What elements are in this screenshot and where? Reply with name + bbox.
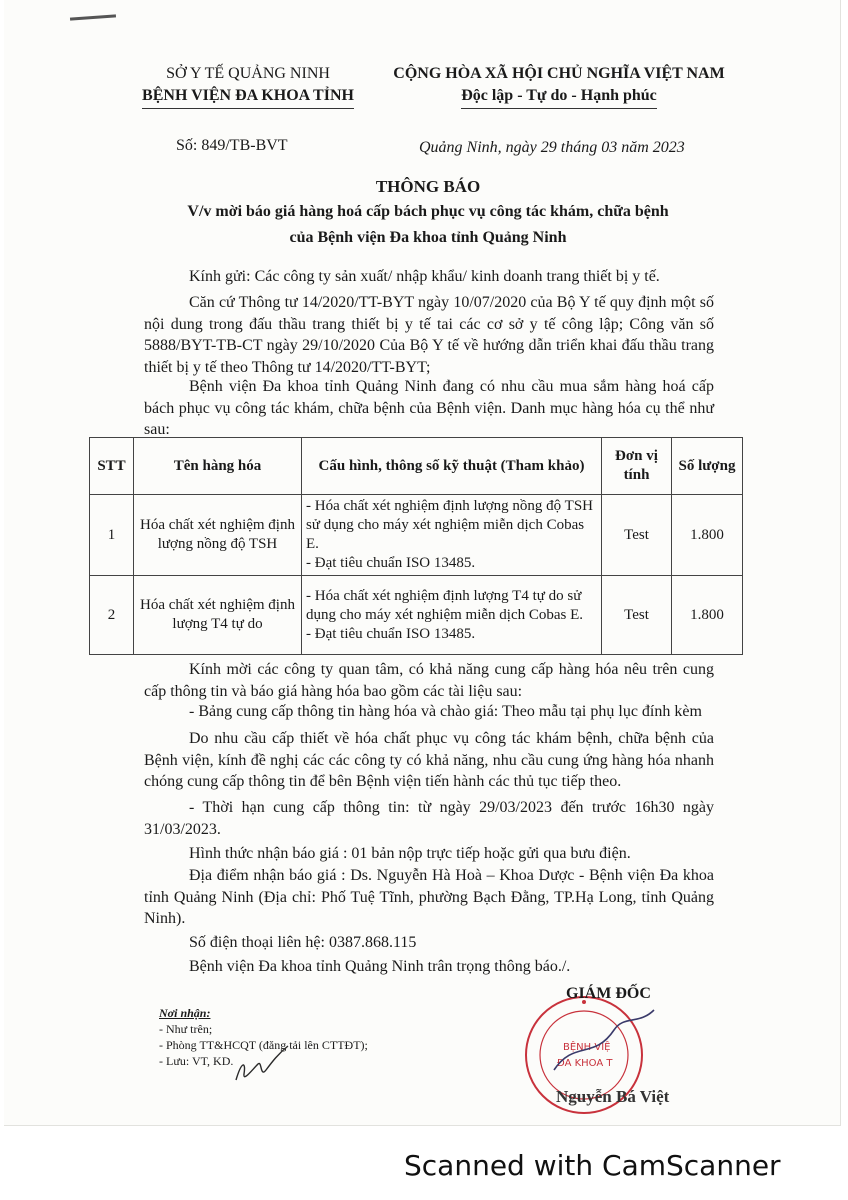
table-header-row [90, 438, 743, 495]
spec-line: - Đạt tiêu chuẩn ISO 13485. [306, 555, 476, 571]
issuer-hospital: BỆNH VIỆN ĐA KHOA TỈNH [142, 85, 354, 109]
submission-location [144, 865, 714, 930]
national-header [364, 63, 754, 109]
urgency-text: Do nhu cầu cấp thiết về hóa chất phục vụ công tác khám bệnh, chữa bệnh của Bệnh viện, kính đề nghị các các công ty có khả năng, nhu cầu cung ứng hàng hóa nhanh chóng cung cấp thông tin để bên Bệnh viện tiến hành các thủ tục tiếp theo. [144, 730, 714, 790]
cell-unit: Test [602, 495, 672, 576]
contact-phone [144, 932, 714, 954]
scan-mark [70, 14, 116, 20]
submission-method-text: Hình thức nhận báo giá : 01 bản nộp trực tiếp hoặc gửi qua bưu điện. [189, 845, 631, 862]
submission-location-text: Địa điểm nhận báo giá : Ds. Nguyễn Hà Hoà – Khoa Dược - Bệnh viện Đa khoa tỉnh Quảng Ninh (Địa chỉ: Phố Tuệ Tĩnh, phường Bạch Đằng, TP.Hạ Long, tỉnh Quảng Ninh). [144, 867, 714, 927]
purchase-need [144, 376, 714, 441]
legal-basis-text: Căn cứ Thông tư 14/2020/TT-BYT ngày 10/07/2020 của Bộ Y tế quy định một số nội dung trong đấu thầu trang thiết bị y tế tai các cơ sở y tế công lập; Công văn số 5888/BYT-TB-CT ngày 29/10/2020 Của Bộ Y tế về hướng dẫn triển khai đấu thầu trang thiết bị y tế theo Thông tư 14/2020/TT-BYT; [144, 294, 714, 376]
recipient-item: - Phòng TT&HCQT (đăng tải lên CTTĐT); [159, 1038, 368, 1052]
document-title: THÔNG BÁO [375, 177, 481, 196]
signer-title: GIÁM ĐỐC [566, 985, 651, 1002]
invitation-text: Kính mời các công ty quan tâm, có khả năng cung cấp hàng hóa nêu trên cung cấp thông tin và báo giá hàng hóa bao gồm các tài liệu sau: [144, 661, 714, 700]
initials-scribble [232, 1040, 292, 1088]
scanner-watermark: Scanned with CamScanner [404, 1149, 781, 1182]
issuer-header [108, 63, 388, 109]
spec-line: - Đạt tiêu chuẩn ISO 13485. [306, 625, 476, 642]
document-number: Số: 849/TB-BVT [176, 137, 288, 154]
document-date: Quảng Ninh, ngày 29 tháng 03 năm 2023 [419, 139, 685, 156]
spec-line: - Hóa chất xét nghiệm định lượng nồng độ TSH sử dụng cho máy xét nghiệm miễn dịch Cobas E. [306, 498, 593, 552]
table-row [90, 495, 743, 576]
urgency-note [144, 728, 714, 793]
cell-spec [302, 495, 602, 576]
recipient-text: Kính gửi: Các công ty sản xuất/ nhập khẩu/ kinh doanh trang thiết bị y tế. [189, 268, 660, 285]
recipient-line [144, 266, 714, 288]
recipient-item: - Như trên; [159, 1022, 213, 1036]
submission-method [144, 843, 714, 865]
cell-name: Hóa chất xét nghiệm định lượng nồng độ TSH [134, 495, 302, 576]
cell-spec [302, 576, 602, 655]
cell-stt: 1 [90, 495, 134, 576]
contact-phone-text: Số điện thoại liên hệ: 0387.868.115 [189, 934, 417, 951]
column-header-stt: STT [90, 438, 134, 495]
closing-text: Bệnh viện Đa khoa tỉnh Quảng Ninh trân trọng thông báo./. [189, 958, 571, 975]
cell-stt: 2 [90, 576, 134, 655]
issuer-department: SỞ Y TẾ QUẢNG NINH [166, 65, 330, 82]
required-document-text: - Bảng cung cấp thông tin hàng hóa và chào giá: Theo mẫu tại phụ lục đính kèm [189, 703, 702, 720]
seal-line-2: ĐA KHOA T [557, 1058, 613, 1069]
deadline [144, 797, 714, 840]
director-signature-mark [544, 1000, 664, 1090]
column-header-qty: Số lượng [672, 438, 743, 495]
cell-unit: Test [602, 576, 672, 655]
signer-name: Nguyễn Bá Việt [556, 1087, 670, 1106]
cell-name: Hóa chất xét nghiệm định lượng T4 tự do [134, 576, 302, 655]
purchase-need-text: Bệnh viện Đa khoa tỉnh Quảng Ninh đang có nhu cầu mua sắm hàng hoá cấp bách phục vụ công tác khám, chữa bệnh của Bệnh viện. Danh mục hàng hóa cụ thể như sau: [144, 378, 714, 438]
recipients-heading: Nơi nhận: [159, 1006, 211, 1020]
column-header-name: Tên hàng hóa [134, 438, 302, 495]
document-page [4, 0, 841, 1126]
document-subject-line-1: V/v mời báo giá hàng hoá cấp bách phục vụ công tác khám, chữa bệnh [187, 203, 669, 220]
deadline-text: - Thời hạn cung cấp thông tin: từ ngày 29/03/2023 đến trước 16h30 ngày 31/03/2023. [144, 799, 714, 838]
national-name: CỘNG HÒA XÃ HỘI CHỦ NGHĨA VIỆT NAM [393, 65, 725, 82]
cell-qty: 1.800 [672, 576, 743, 655]
column-header-unit: Đơn vị tính [602, 438, 672, 495]
cell-qty: 1.800 [672, 495, 743, 576]
recipient-item: - Lưu: VT, KD. [159, 1054, 234, 1068]
seal-line-1: BỆNH VIỆ [563, 1042, 611, 1053]
national-motto: Độc lập - Tự do - Hạnh phúc [461, 85, 657, 109]
spec-line: - Hóa chất xét nghiệm định lượng T4 tự do sử dụng cho máy xét nghiệm miễn dịch Cobas E. [306, 587, 584, 623]
goods-table [89, 437, 743, 655]
invitation [144, 659, 714, 702]
required-document [144, 701, 714, 723]
document-subject-line-2: của Bệnh viện Đa khoa tỉnh Quảng Ninh [289, 229, 567, 246]
column-header-spec: Cấu hình, thông số kỹ thuật (Tham khảo) [302, 438, 602, 495]
closing-line [144, 956, 714, 978]
table-row [90, 576, 743, 655]
legal-basis [144, 292, 714, 378]
